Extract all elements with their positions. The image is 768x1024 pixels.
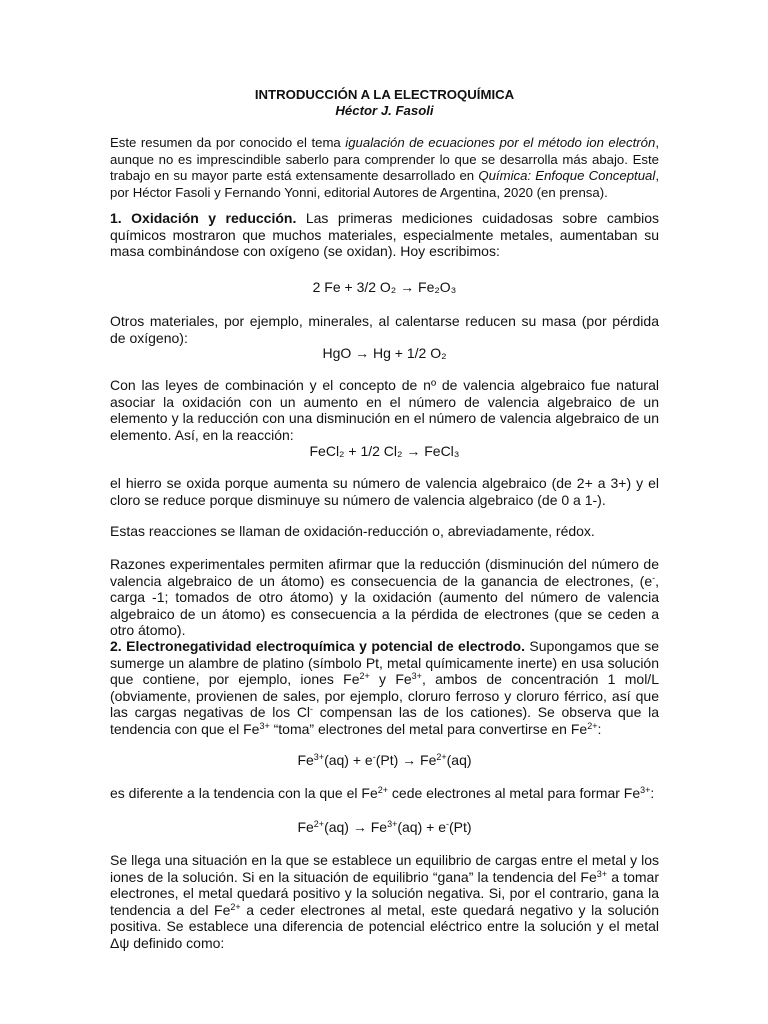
section2-heading: 2. Electronegatividad electroquímica y potencial de electrodo. [110,638,525,654]
equation-fe3-reduction: $Fe^{3+}(aq) + e^-(Pt) \to Fe^{2+}(aq)$ [297,752,472,768]
section2-paragraph3: Se llega una situación en la que se establece un equilibrio de cargas entre el metal y los iones de la solución. Si en la situación de equilibrio “gana” la tendencia del $Fe^{3+}$ a tomar electrones, el metal quedará positivo y la solución negativa. Si, por el contrario, gana la tendencia a del $Fe^{2+}$ a ceder electrones al metal, este quedará negativo y la solución positiva. Se establece una diferencia de potencial eléctrico entre la solución y el metal Δψ definido como: [110,852,660,951]
section1-paragraph6: Razones experimentales permiten afirmar que la reducción (disminución del número de valencia algebraico de un átomo) es consecuencia de la ganancia de electrones, (e-, carga -1; tomados de otro átomo) y la oxidación (aumento del número de valencia algebraico de un átomo) es consecuencia a la pérdida de electrones (que se ceden a otro átomo). [110,556,659,638]
section1-heading: 1. Oxidación y reducción. [110,210,297,226]
equation-fe2-oxidation: $Fe^{2+}(aq) \to Fe^{3+}(aq) + e^-(Pt)$ [297,819,472,835]
section1-paragraph4: el hierro se oxida porque aumenta su número de valencia algebraico (de 2+ a 3+) y el cloro se reduce porque disminuye su número de valencia algebraico (de 0 a 1-). [110,475,659,508]
document-title: INTRODUCCIÓN A LA ELECTROQUÍMICA [254,87,515,102]
section1-paragraph5: Estas reacciones se llaman de oxidación-reducción o, abreviadamente, rédox. [110,523,595,539]
equation-fe-oxidation: 2 Fe + 3/2 O₂ → Fe₂O₃ [312,279,457,295]
section2-paragraph2: es diferente a la tendencia con la que el $Fe^{2+}$ cede electrones al metal para formar $Fe^{3+}$: [110,785,655,801]
equation-fecl2: FeCl₂ + 1/2 Cl₂ → FeCl₃ [309,443,460,459]
section1-paragraph1: 1. Oxidación y reducción. Las primeras mediciones cuidadosas sobre cambios químicos mostraron que muchos materiales, especialmente metales, aumentaban su masa combinándose con oxígeno (se oxidan). Hoy escribimos: [110,210,659,259]
equation-hgo: HgO → Hg + 1/2 O₂ [322,345,447,361]
section1-paragraph3: Con las leyes de combinación y el concepto de nº de valencia algebraico fue natural asociar la oxidación con un aumento en el número de valencia algebraico de un elemento y la reducción con una disminución en el número de valencia algebraico de un elemento. Así, en la reacción: [110,377,659,443]
intro-paragraph: Este resumen da por conocido el tema igualación de ecuaciones por el método ion electrón, aunque no es imprescindible saberlo para comprender lo que se desarrolla más abajo. Este trabajo en su mayor parte está extensamente desarrollado en Química: Enfoque Conceptual, por Héctor Fasoli y Fernando Yonni, editorial Autores de Argentina, 2020 (en prensa). [110,135,659,200]
section1-paragraph2: Otros materiales, por ejemplo, minerales, al calentarse reducen su masa (por pérdida de oxígeno): [110,313,659,346]
document-author: Héctor J. Fasoli [335,103,434,118]
section2-paragraph1: 2. Electronegatividad electroquímica y potencial de electrodo. Supongamos que se sumerge un alambre de platino (símbolo Pt, metal químicamente inerte) en usa solución que contiene, por ejemplo, iones $Fe^{2+}$ y $Fe^{3+}$, ambos de concentración 1 mol/L (obviamente, provienen de sales, por ejemplo, cloruro ferroso y cloruro férrico, así que las cargas negativas de los Cl- compensan las de los cationes). Se observa que la tendencia con que el $Fe^{3+}$ “toma” electrones del metal para convertirse en $Fe^{2+}$: [110,638,659,737]
